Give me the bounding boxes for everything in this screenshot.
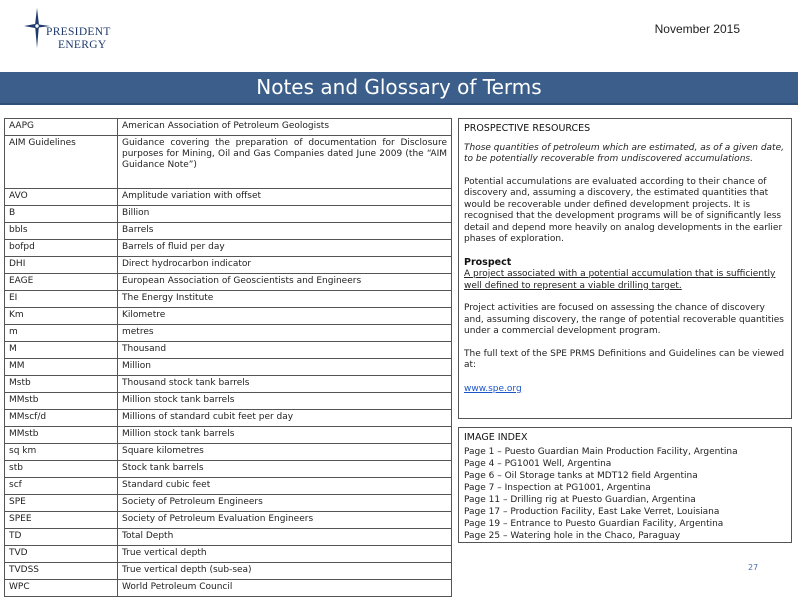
glossary-term: AAPG [5,119,118,136]
glossary-row [5,580,452,597]
glossary-row [5,119,452,136]
glossary-term: stb [5,461,118,478]
image-index-box [458,427,792,543]
report-date: November 2015 [654,22,740,36]
glossary-definition: Society of Petroleum Engineers [118,495,452,512]
glossary-row [5,136,452,189]
glossary-definition: World Petroleum Council [118,580,452,597]
image-index-list [464,446,786,542]
image-index-item: Page 1 – Puesto Guardian Main Production Facility, Argentina [464,446,738,457]
image-index-item: Page 17 – Production Facility, East Lake Verret, Louisiana [464,506,720,517]
glossary-term: MM [5,359,118,376]
glossary-term: EI [5,291,118,308]
glossary-row [5,342,452,359]
image-index-heading: IMAGE INDEX [464,432,528,443]
glossary-term: TVD [5,546,118,563]
glossary-definition: Thousand [118,342,452,359]
glossary-term: MMstb [5,393,118,410]
glossary-term: SPE [5,495,118,512]
glossary-term: bbls [5,223,118,240]
glossary-row [5,563,452,580]
glossary-row [5,206,452,223]
glossary-row [5,325,452,342]
prospect-heading: Prospect [464,256,512,268]
glossary-term: SPEE [5,512,118,529]
glossary-definition: Millions of standard cubit feet per day [118,410,452,427]
image-index-item: Page 19 – Entrance to Puesto Guardian Facility, Argentina [464,518,724,529]
glossary-term: M [5,342,118,359]
glossary-row [5,444,452,461]
glossary-definition: Barrels [118,223,452,240]
glossary-definition: Guidance covering the preparation of documentation for Disclosure purposes for Mining, Oil and Gas Companies dated June 2009 (the “AIM Guidance Note”) [118,136,452,189]
glossary-row [5,529,452,546]
glossary-term: TD [5,529,118,546]
glossary-term: bofpd [5,240,118,257]
glossary-row [5,189,452,206]
image-index-item: Page 7 – Inspection at PG1001, Argentina [464,482,651,493]
resources-definition: Those quantities of petroleum which are estimated, as of a given date, to be potentially recoverable from undiscovered accumulations. [464,142,784,164]
company-logo [24,8,114,50]
glossary-row [5,410,452,427]
glossary-row [5,274,452,291]
glossary-definition: Million stock tank barrels [118,393,452,410]
glossary-term: EAGE [5,274,118,291]
glossary-definition: metres [118,325,452,342]
glossary-definition: The Energy Institute [118,291,452,308]
glossary-row [5,427,452,444]
logo-text-line1: PRESIDENT [46,26,111,38]
glossary-term: TVDSS [5,563,118,580]
title-bar [0,72,798,105]
glossary-term: scf [5,478,118,495]
glossary-row [5,512,452,529]
glossary-row [5,546,452,563]
glossary-definition: Total Depth [118,529,452,546]
image-index-item: Page 11 – Drilling rig at Puesto Guardian, Argentina [464,494,696,505]
glossary-definition: Square kilometres [118,444,452,461]
page-title: Notes and Glossary of Terms [256,75,542,99]
glossary-term: WPC [5,580,118,597]
glossary-term: AVO [5,189,118,206]
prospective-resources-box [458,118,792,419]
glossary-term: B [5,206,118,223]
resources-paragraph-1: Potential accumulations are evaluated according to their chance of discovery and, assuming a discovery, the estimated quantities that would be recoverable under defined development projects. It is recognised that the development programs will be of significantly less detail and depend more heavily on analog developments in the earlier phases of exploration. [464,176,783,244]
glossary-definition: Kilometre [118,308,452,325]
glossary-definition: Standard cubic feet [118,478,452,495]
resources-paragraph-2: Project activities are focused on assessing the chance of discovery and, assuming discovery, the range of potential recoverable quantities under a commercial development program. [464,303,784,336]
glossary-term: Mstb [5,376,118,393]
glossary-definition: Stock tank barrels [118,461,452,478]
glossary-row [5,478,452,495]
glossary-row [5,257,452,274]
glossary-definition: European Association of Geoscientists and Engineers [118,274,452,291]
resources-heading: PROSPECTIVE RESOURCES [464,123,591,134]
glossary-term: sq km [5,444,118,461]
glossary-term: MMscf/d [5,410,118,427]
glossary-row [5,308,452,325]
glossary-definition: True vertical depth (sub-sea) [118,563,452,580]
logo-text-line2: ENERGY [58,39,107,51]
image-index-item: Page 6 – Oil Storage tanks at MDT12 field Argentina [464,470,698,481]
glossary-definition: Barrels of fluid per day [118,240,452,257]
glossary-row [5,223,452,240]
resources-paragraph-3: The full text of the SPE PRMS Definitions and Guidelines can be viewed at: [464,348,785,370]
page-number: 27 [748,563,759,572]
glossary-row [5,495,452,512]
glossary-term: Km [5,308,118,325]
glossary-term: m [5,325,118,342]
glossary-definition: Million stock tank barrels [118,427,452,444]
glossary-term: MMstb [5,427,118,444]
glossary-term: DHI [5,257,118,274]
glossary-row [5,393,452,410]
glossary-definition: Society of Petroleum Evaluation Engineers [118,512,452,529]
glossary-row [5,359,452,376]
glossary-definition: Billion [118,206,452,223]
glossary-definition: American Association of Petroleum Geologists [118,119,452,136]
prospect-definition: A project associated with a potential accumulation that is sufficiently well defined to represent a viable drilling target. [464,269,776,291]
spe-link[interactable]: www.spe.org [464,383,522,394]
glossary-definition: Thousand stock tank barrels [118,376,452,393]
glossary-definition: Direct hydrocarbon indicator [118,257,452,274]
glossary-row [5,291,452,308]
glossary-definition: Amplitude variation with offset [118,189,452,206]
glossary-table [4,118,452,597]
image-index-item: Page 25 – Watering hole in the Chaco, Paraguay [464,530,681,541]
glossary-row [5,240,452,257]
image-index-item: Page 4 – PG1001 Well, Argentina [464,458,612,469]
glossary-definition: Million [118,359,452,376]
glossary-row [5,376,452,393]
glossary-definition: True vertical depth [118,546,452,563]
glossary-row [5,461,452,478]
glossary-term: AIM Guidelines [5,136,118,189]
